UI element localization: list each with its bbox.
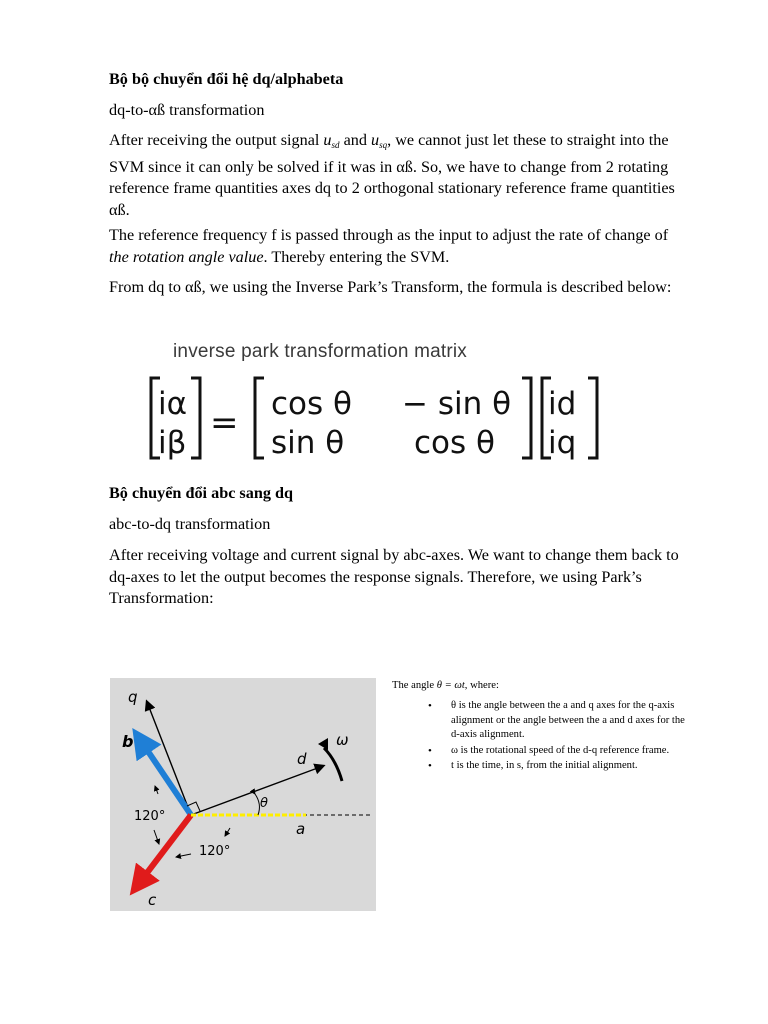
section2-paragraph-1: After receiving voltage and current signal by abc-axes. We want to change them back to dq-axes to let the output becomes the response signals. Therefore, we using Park’s Transformation: bbox=[109, 546, 679, 608]
label-b: b bbox=[122, 732, 134, 751]
list-item: • ω is the rotational speed of the d-q reference frame. bbox=[392, 744, 692, 758]
matrix-i-q: iq bbox=[548, 425, 577, 461]
omega-arc bbox=[324, 748, 342, 781]
section1-paragraph-3: From dq to αß, we using the Inverse Park’s Transform, the formula is described below: bbox=[109, 278, 672, 296]
matrix-equals: = bbox=[210, 403, 239, 443]
diagram-caption bbox=[392, 679, 692, 774]
matrix-m21: sin θ bbox=[271, 425, 345, 461]
omega-arrowhead bbox=[318, 738, 328, 750]
matrix-m22: cos θ bbox=[414, 425, 495, 461]
list-item: • t is the time, in s, from the initial alignment. bbox=[392, 759, 692, 773]
c-axis bbox=[137, 815, 191, 886]
matrix-i-d: id bbox=[548, 386, 577, 422]
label-omega: ω bbox=[336, 731, 349, 749]
d-axis bbox=[191, 766, 323, 815]
matrix-i-alpha: iα bbox=[158, 386, 188, 422]
list-item: • θ is the angle between the a and q axes for the q-axis alignment or the angle between the a and d axes for the d-axis alignment. bbox=[392, 699, 692, 742]
inverse-park-matrix bbox=[140, 372, 610, 464]
section1-paragraph-1: After receiving the output signal $u_{sd}$ and $u_{sq}$, we cannot just let these to straight into the SVM since it can only be solved if it was in αß. So, we have to change from 2 rotating reference frame quantities axes dq to 2 orthogonal stationary reference frame quantities αß. bbox=[109, 131, 675, 220]
caption-list bbox=[392, 699, 692, 773]
label-angle-2: 120° bbox=[199, 844, 231, 859]
label-c: c bbox=[148, 891, 157, 909]
matrix-m11: cos θ bbox=[271, 386, 352, 422]
label-a: a bbox=[296, 820, 306, 838]
label-theta: θ bbox=[260, 796, 268, 811]
section1-subheading: dq-to-αß transformation bbox=[109, 101, 265, 119]
matrix-m12: − sin θ bbox=[402, 386, 512, 422]
matrix-title: inverse park transformation matrix bbox=[173, 341, 468, 362]
section2-heading: Bộ chuyển đổi abc sang dq bbox=[109, 484, 293, 502]
section1-paragraph-2: The reference frequency f is passed through as the input to adjust the rate of change of the rotation angle value. Thereby entering the SVM. bbox=[109, 226, 669, 266]
park-transform-diagram bbox=[110, 678, 376, 911]
caption-intro: The angle θ = ωt, where: bbox=[392, 680, 499, 691]
label-q: q bbox=[128, 688, 138, 706]
section2-subheading: abc-to-dq transformation bbox=[109, 515, 271, 533]
section1-heading: Bộ bộ chuyển đổi hệ dq/alphabeta bbox=[109, 70, 344, 88]
matrix-i-beta: iβ bbox=[158, 425, 187, 461]
label-angle-1: 120° bbox=[134, 809, 166, 824]
theta-arc bbox=[255, 794, 259, 815]
label-d: d bbox=[297, 750, 307, 768]
